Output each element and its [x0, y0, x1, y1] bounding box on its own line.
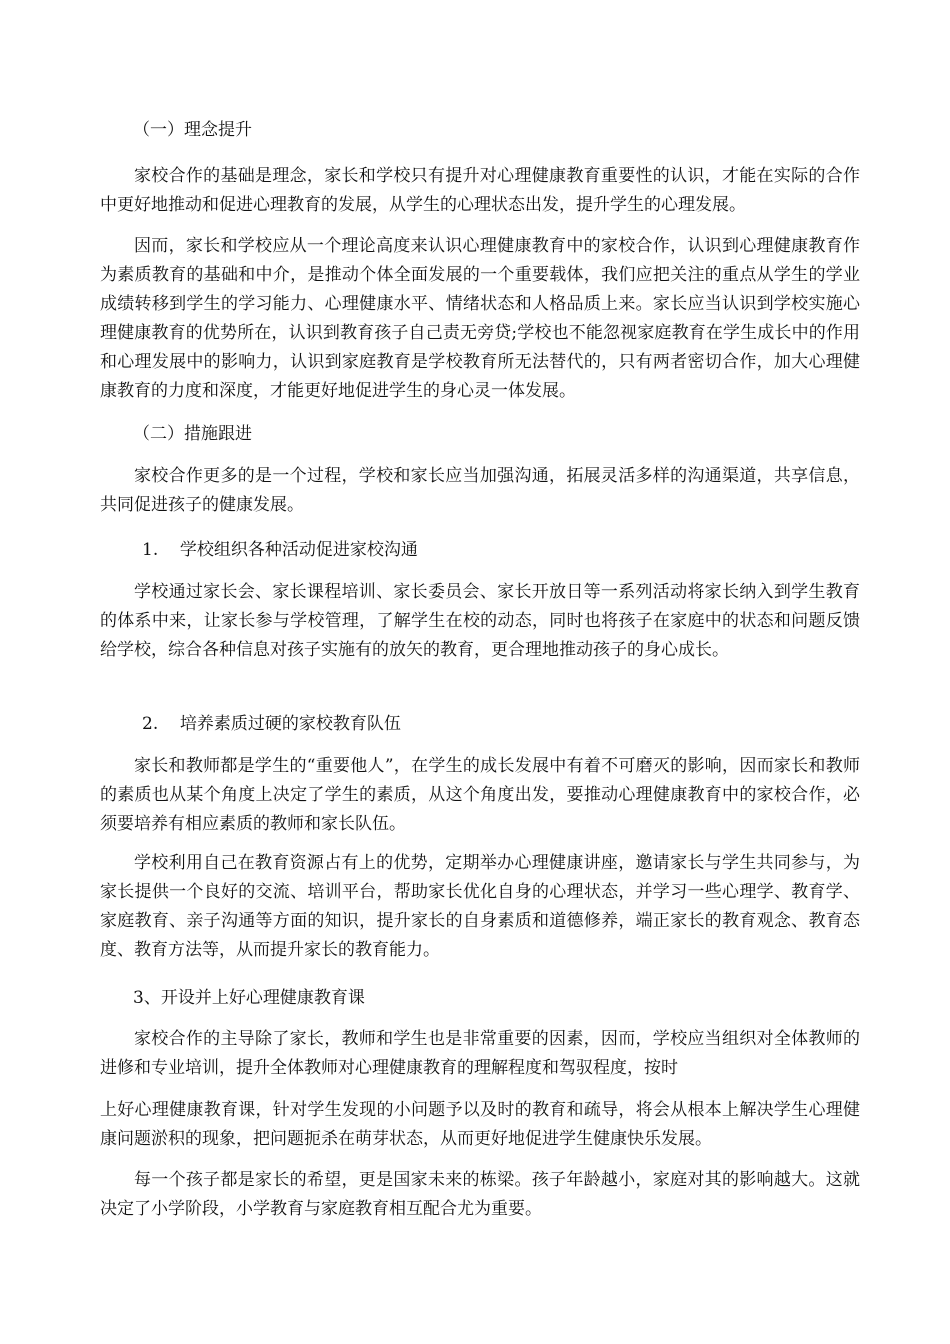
item-heading-activities: 1. 学校组织各种活动促进家校沟通	[142, 540, 418, 560]
paragraph: 家校合作的基础是理念，家长和学校只有提升对心理健康教育重要性的认识，才能在实际的合作中更好地推动和促进心理教育的发展，从学生的心理状态出发，提升学生的心理发展。	[100, 166, 860, 215]
paragraph: 家校合作的主导除了家长，教师和学生也是非常重要的因素，因而，学校应当组织对全体教师的进修和专业培训，提升全体教师对心理健康教育的理解程度和驾驭程度，按时	[100, 1029, 860, 1078]
paragraph: 家长和教师都是学生的“重要他人”，在学生的成长发展中有着不可磨灭的影响，因而家长和教师的素质也从某个角度上决定了学生的素质，从这个角度出发，要推动心理健康教育中的家校合作，必须要培养有相应素质的教师和家长队伍。	[100, 756, 860, 834]
paragraph-continued: 上好心理健康教育课，针对学生发现的小问题予以及时的教育和疏导，将会从根本上解决学生心理健康问题淤积的现象，把问题扼杀在萌芽状态，从而更好地促进学生健康快乐发展。	[100, 1100, 860, 1149]
item-heading-team: 2. 培养素质过硬的家校教育队伍	[142, 714, 401, 734]
section-heading-concept: （一）理念提升	[133, 120, 252, 140]
paragraph: 每一个孩子都是家长的希望，更是国家未来的栋梁。孩子年龄越小，家庭对其的影响越大。这就决定了小学阶段，小学教育与家庭教育相互配合尤为重要。	[100, 1170, 860, 1219]
paragraph: 学校利用自己在教育资源占有上的优势，定期举办心理健康讲座，邀请家长与学生共同参与，为家长提供一个良好的交流、培训平台，帮助家长优化自身的心理状态，并学习一些心理学、教育学、家庭教育、亲子沟通等方面的知识，提升家长的自身素质和道德修养，端正家长的教育观念、教育态度、教育方法等，从而提升家长的教育能力。	[100, 853, 860, 960]
paragraph: 因而，家长和学校应从一个理论高度来认识心理健康教育中的家校合作，认识到心理健康教育作为素质教育的基础和中介，是推动个体全面发展的一个重要载体，我们应把关注的重点从学生的学业成绩转移到学生的学习能力、心理健康水平、情绪状态和人格品质上来。家长应当认识到学校实施心理健康教育的优势所在，认识到教育孩子自己责无旁贷;学校也不能忽视家庭教育在学生成长中的作用和心理发展中的影响力，认识到家庭教育是学校教育所无法替代的，只有两者密切合作，加大心理健康教育的力度和深度，才能更好地促进学生的身心灵一体发展。	[100, 236, 860, 401]
item-heading-course: 3、开设并上好心理健康教育课	[133, 988, 365, 1008]
paragraph: 学校通过家长会、家长课程培训、家长委员会、家长开放日等一系列活动将家长纳入到学生教育的体系中来，让家长参与学校管理，了解学生在校的动态，同时也将孩子在家庭中的状态和问题反馈给学校，综合各种信息对孩子实施有的放矢的教育，更合理地推动孩子的身心成长。	[100, 582, 860, 660]
section-heading-measures: （二）措施跟进	[133, 424, 252, 444]
paragraph: 家校合作更多的是一个过程，学校和家长应当加强沟通，拓展灵活多样的沟通渠道，共享信息，共同促进孩子的健康发展。	[100, 466, 860, 515]
